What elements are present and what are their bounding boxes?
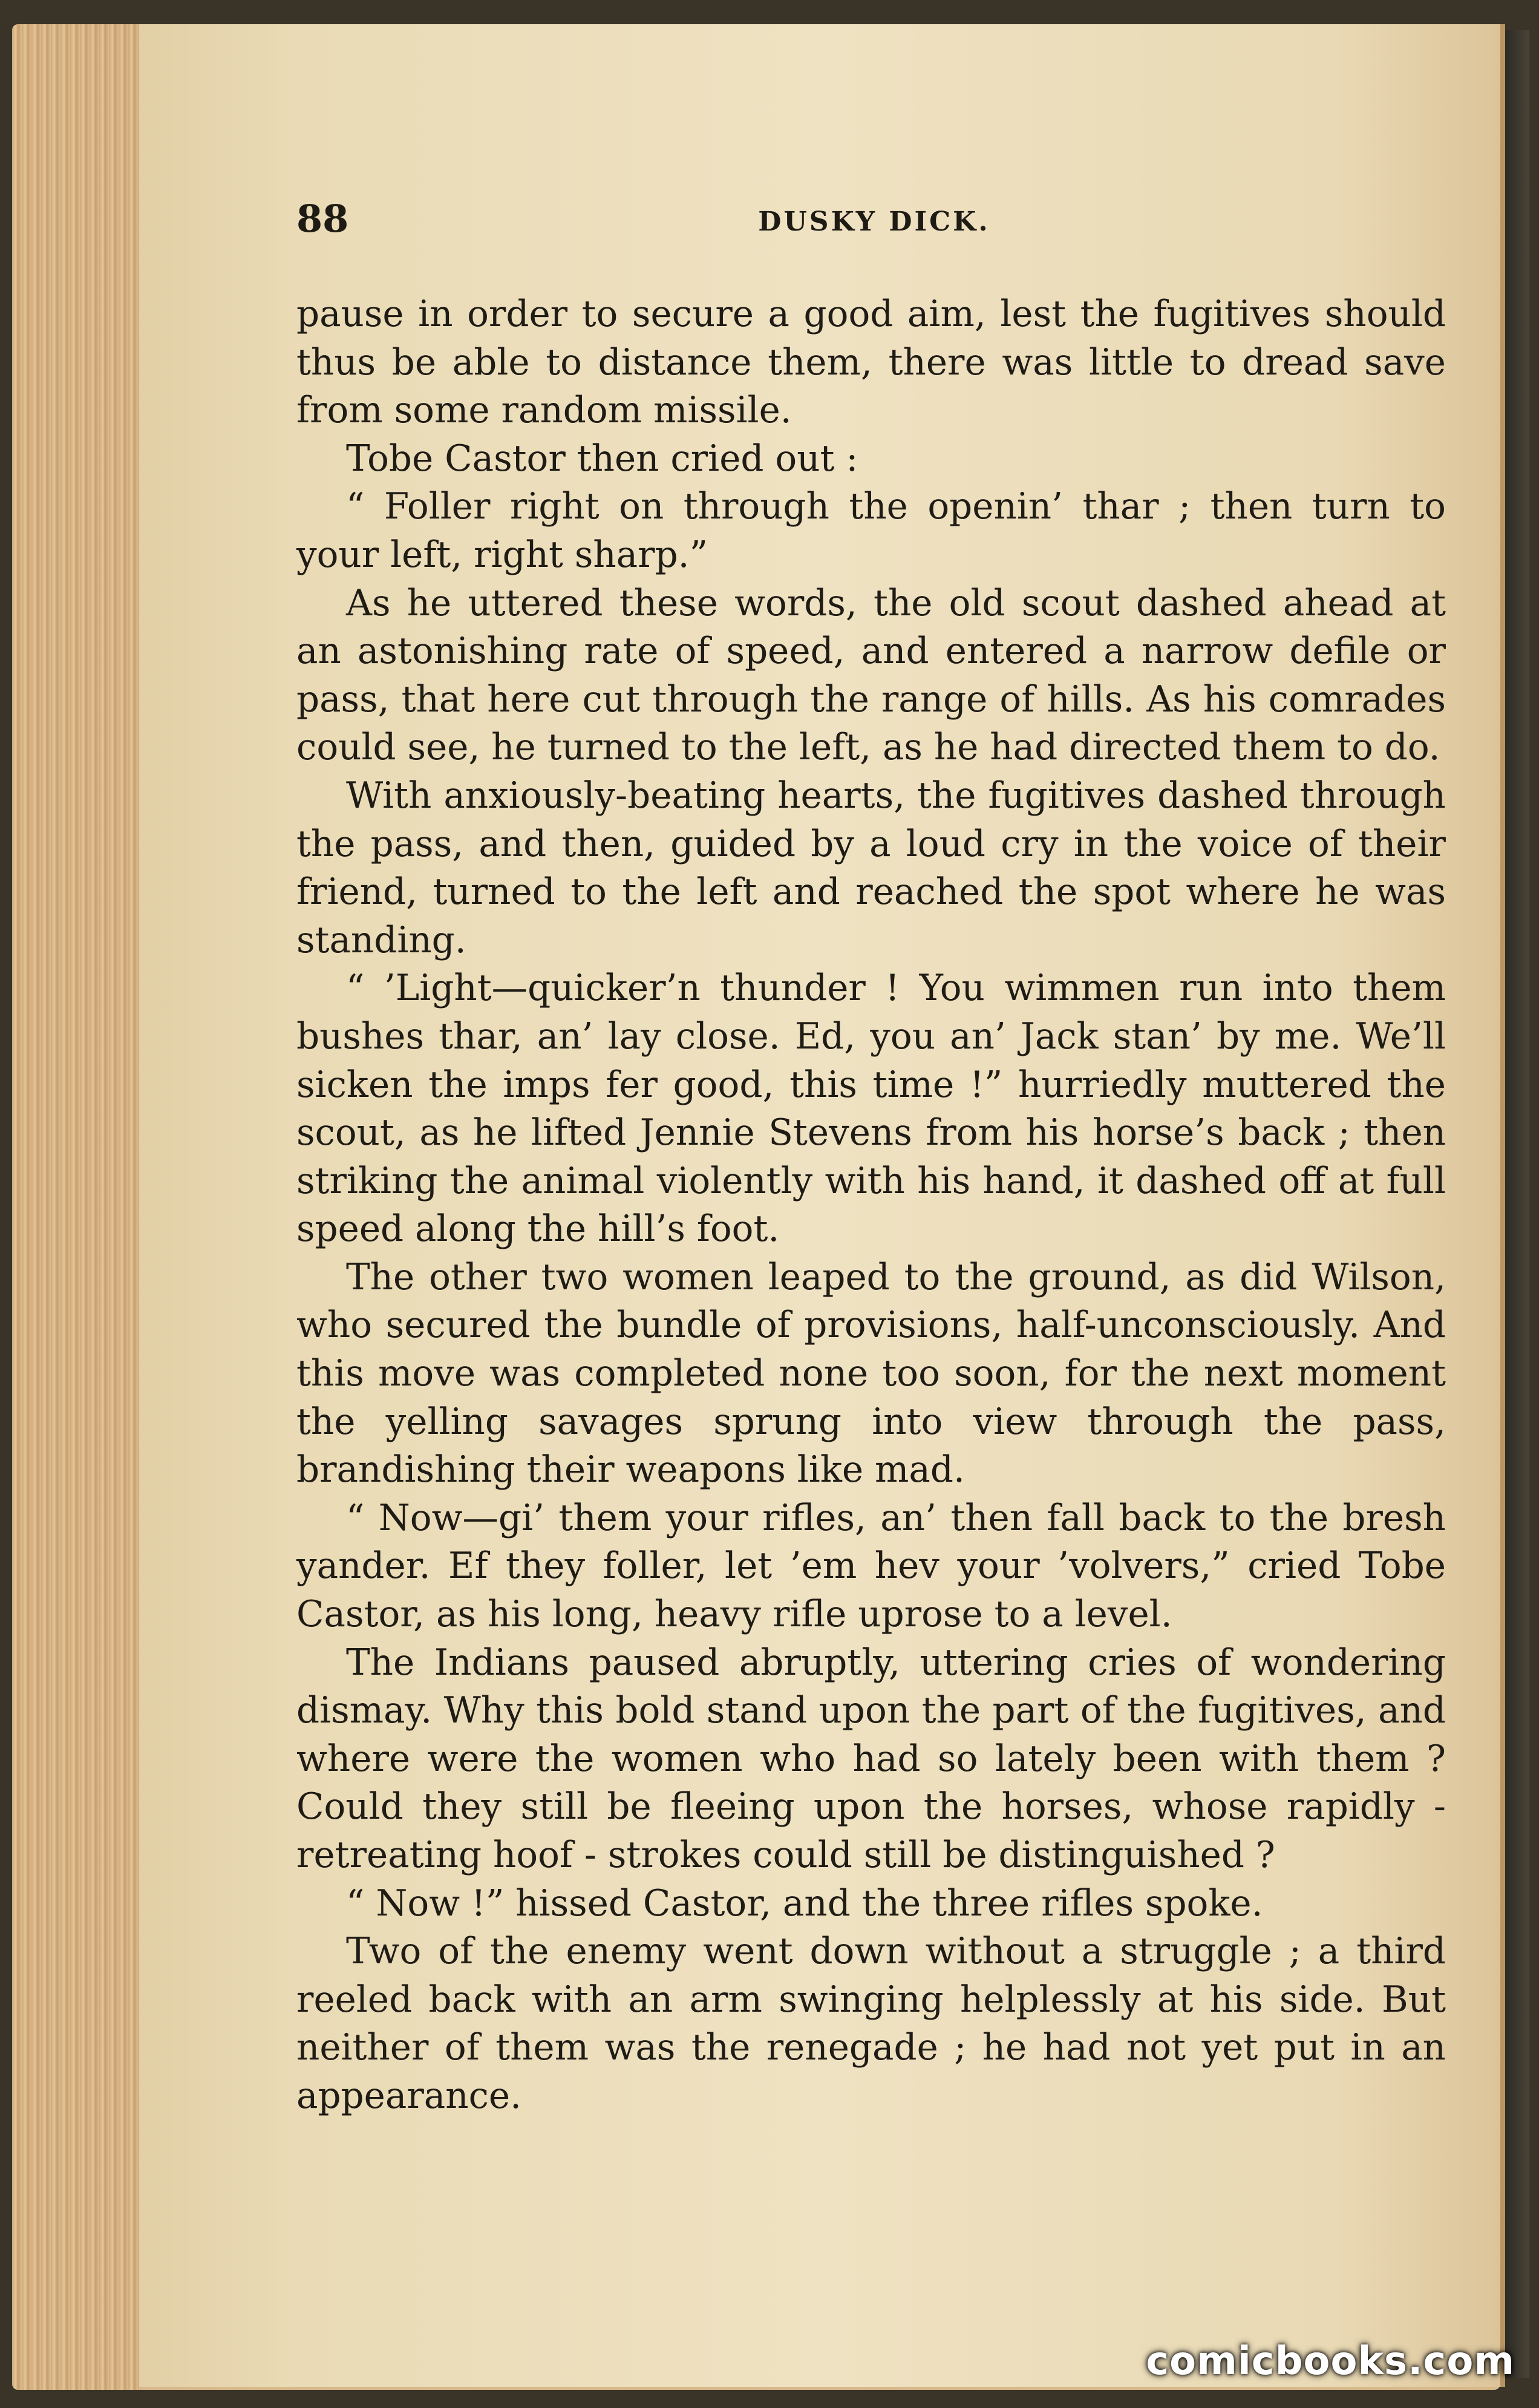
page-header <box>139 197 1500 263</box>
paragraph: The Indians paused abruptly, uttering cries of wondering dismay. Why this bold stand upon the part of the fugitives, and where were the women who had so lately been with them ? Could they still be fleeing upon the horses, whose rapidly - retreating hoof - strokes could still be distinguished ? <box>296 1641 1446 1876</box>
watermark: comicbooks.com <box>1146 2339 1515 2384</box>
page-number: 88 <box>296 197 349 241</box>
paragraph: “ Now !” hissed Castor, and the three rifles spoke. <box>346 1882 1263 1925</box>
book-page <box>139 24 1505 2387</box>
paragraph: The other two women leaped to the ground, as did Wilson, who secured the bundle of provisions, half-unconsciously. And this move was completed none too soon, for the next moment the yelling savages sprung into view through the pass, brandishing their weapons like mad. <box>296 1256 1446 1491</box>
paragraph: With anxiously-beating hearts, the fugitives dashed through the pass, and then, guided by a loud cry in the voice of their friend, turned to the left and reached the spot where he was standing. <box>296 774 1446 961</box>
paragraph: As he uttered these words, the old scout dashed ahead at an astonishing rate of speed, and entered a narrow defile or pass, that here cut through the range of hills. As his comrades could see, he turned to the left, as he had directed them to do. <box>296 582 1446 769</box>
paragraph: pause in order to secure a good aim, lest the fugitives should thus be able to distance them, there was little to dread save from some random missile. <box>296 293 1446 432</box>
paragraph: Tobe Castor then cried out : <box>346 437 858 480</box>
paragraph: “ ’Light—quicker’n thunder ! You wimmen run into them bushes thar, an’ lay close. Ed, you an’ Jack stan’ by me. We’ll sicken the imps fer good, this time !” hurriedly muttered the scout, as he lifted Jennie Stevens from his horse’s back ; then striking the animal violently with his hand, it dashed off at full speed along the hill’s foot. <box>296 967 1446 1251</box>
running-title: DUSKY DICK. <box>758 206 990 237</box>
paragraph: “ Foller right on through the openin’ thar ; then turn to your left, right sharp.” <box>296 486 1446 576</box>
book-spine <box>1505 30 1529 2378</box>
paragraph: Two of the enemy went down without a struggle ; a third reeled back with an arm swinging helplessly at his side. But neither of them was the renegade ; he had not yet put in an appearance. <box>296 1931 1446 2117</box>
page-edges <box>12 24 139 2390</box>
body-text <box>296 290 1446 2121</box>
paragraph: “ Now—gi’ them your rifles, an’ then fall back to the bresh yander. Ef they foller, let ’em hev your ’volvers,” cried Tobe Castor, as his long, heavy rifle uprose to a level. <box>296 1497 1446 1636</box>
